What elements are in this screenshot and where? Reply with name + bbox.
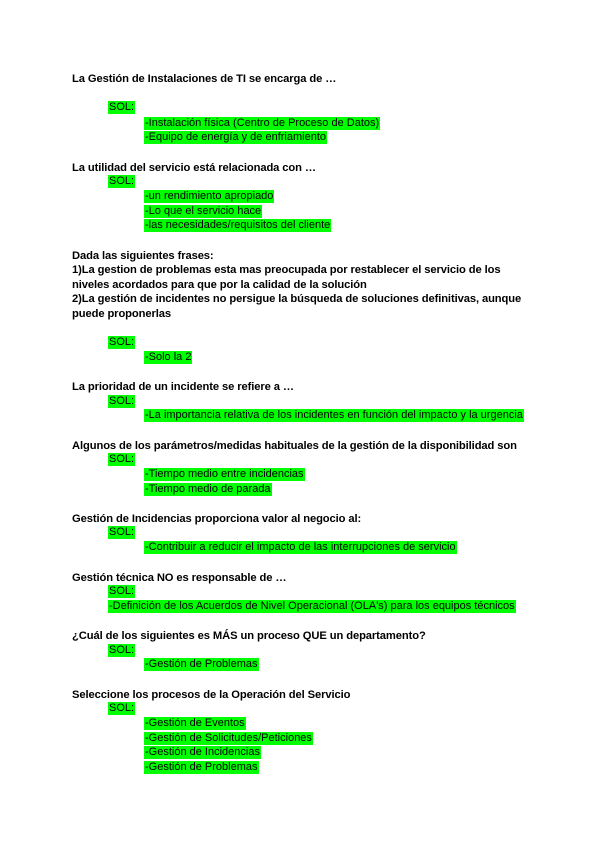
question-3: Dada las siguientes frases:	[72, 250, 214, 262]
answer-4-1: -La importancia relativa de los incidentes en función del impacto y la urgencia	[145, 409, 523, 421]
question-2: La utilidad del servicio está relacionada con …	[72, 162, 316, 174]
sol-label-3: SOL:	[109, 336, 135, 348]
sol-label-9: SOL:	[109, 702, 135, 714]
answer-5-1: -Tiempo medio entre incidencias	[145, 468, 304, 480]
sol-label-1: SOL:	[109, 101, 135, 113]
sol-label-7: SOL:	[109, 585, 135, 597]
answer-8-1: -Gestión de Problemas	[145, 658, 258, 670]
sol-label-2: SOL:	[109, 175, 135, 187]
answer-9-1: -Gestión de Eventos	[145, 717, 245, 729]
question-6: Gestión de Incidencias proporciona valor al negocio al:	[72, 513, 362, 525]
answer-9-3: -Gestión de Incidencias	[145, 746, 260, 758]
answer-1-1: -Instalación física (Centro de Proceso de Datos)	[145, 117, 380, 129]
question-7: Gestión técnica NO es responsable de …	[72, 572, 287, 584]
answer-7-1: -Definición de los Acuerdos de Nivel Operacional (OLA's) para los equipos técnicos	[109, 600, 515, 612]
sol-label-8: SOL:	[109, 644, 135, 656]
question-3-statement-2: 2)La gestión de incidentes no persigue la búsqueda de soluciones definitivas, aunque puede proponerlas	[72, 293, 522, 320]
answer-2-3: -las necesidades/requisitos del cliente	[145, 219, 331, 231]
sol-label-5: SOL:	[109, 453, 135, 465]
answer-5-2: -Tiempo medio de parada	[145, 483, 271, 495]
answer-1-2: -Equipo de energía y de enfriamiento	[145, 131, 327, 143]
sol-label-6: SOL:	[109, 526, 135, 538]
question-1: La Gestión de Instalaciones de TI se encarga de …	[72, 73, 337, 85]
answer-6-1: -Contribuir a reducir el impacto de las interrupciones de servicio	[145, 541, 456, 553]
sol-label-4: SOL:	[109, 395, 135, 407]
question-3-statement-1: 1)La gestion de problemas esta mas preocupada por restablecer el servicio de los niveles acordados para que por la calidad de la solución	[72, 264, 501, 291]
question-5: Algunos de los parámetros/medidas habituales de la gestión de la disponibilidad son	[72, 440, 517, 452]
question-8: ¿Cuál de los siguientes es MÁS un proceso QUE un departamento?	[72, 630, 426, 642]
answer-2-1: -un rendimiento apropiado	[145, 190, 274, 202]
answer-2-2: -Lo que el servicio hace	[145, 205, 262, 217]
answer-9-2: -Gestión de Solicitudes/Peticiones	[145, 732, 312, 744]
question-4: La prioridad de un incidente se refiere a …	[72, 381, 294, 393]
answer-9-4: -Gestión de Problemas	[145, 761, 258, 773]
answer-3-1: -Solo la 2	[145, 351, 192, 363]
question-9: Seleccione los procesos de la Operación del Servicio	[72, 689, 351, 701]
